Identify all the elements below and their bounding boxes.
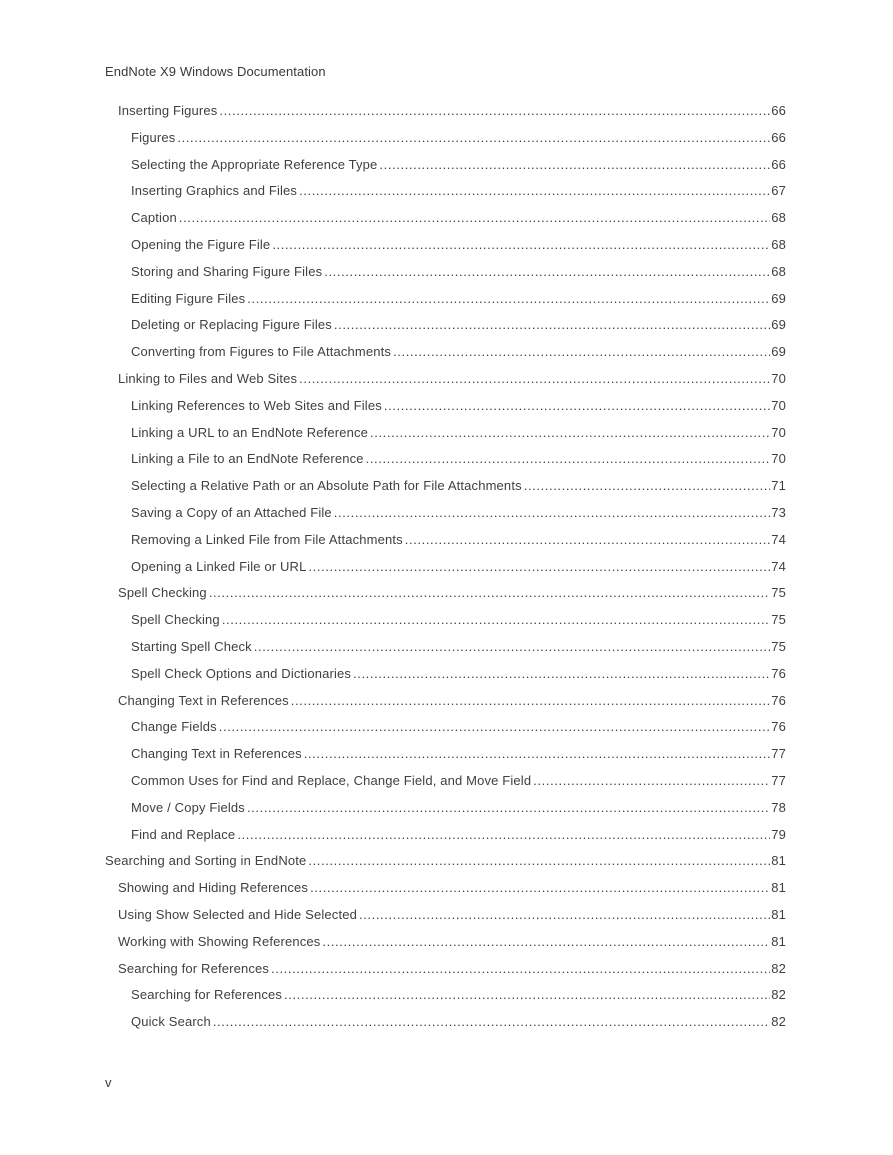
toc-entry-page-number: 81 xyxy=(771,880,786,896)
toc-entry[interactable] xyxy=(0,527,893,554)
toc-entry[interactable] xyxy=(0,286,893,313)
toc-entry-title: Showing and Hiding References xyxy=(118,880,309,896)
toc-entry[interactable] xyxy=(0,688,893,715)
toc-entry-title: Find and Replace xyxy=(131,826,236,842)
toc-dot-leader xyxy=(177,125,770,152)
table-of-contents xyxy=(0,98,893,1036)
toc-entry[interactable] xyxy=(0,339,893,366)
toc-entry-page-number: 68 xyxy=(771,236,786,252)
toc-entry-title: Move / Copy Fields xyxy=(131,799,245,815)
toc-dot-leader xyxy=(353,661,770,688)
toc-dot-leader xyxy=(384,393,770,420)
toc-entry-page-number: 68 xyxy=(771,210,786,226)
toc-entry-page-number: 66 xyxy=(771,103,786,118)
toc-entry-page-number: 74 xyxy=(771,531,786,547)
toc-entry-page-number: 75 xyxy=(771,585,786,601)
toc-dot-leader xyxy=(334,312,770,339)
toc-entry[interactable] xyxy=(0,848,893,875)
toc-entry-title: Searching for References xyxy=(118,960,270,976)
toc-dot-leader xyxy=(247,795,770,822)
toc-entry[interactable] xyxy=(0,366,893,393)
toc-entry-page-number: 74 xyxy=(771,558,786,574)
toc-entry-page-number: 76 xyxy=(771,692,786,708)
toc-entry-title: Caption xyxy=(131,210,177,226)
page-header: EndNote X9 Windows Documentation xyxy=(105,64,326,79)
toc-entry-page-number: 82 xyxy=(771,960,786,976)
toc-entry-title: Selecting a Relative Path or an Absolute Path for File Attachments xyxy=(131,478,522,494)
toc-entry-page-number: 75 xyxy=(771,612,786,628)
toc-entry-page-number: 81 xyxy=(771,853,786,869)
toc-entry-page-number: 77 xyxy=(771,746,786,762)
toc-entry-title: Deleting or Replacing Figure Files xyxy=(131,317,332,333)
toc-dot-leader xyxy=(324,259,770,286)
toc-entry-page-number: 69 xyxy=(771,290,786,306)
toc-entry-page-number: 73 xyxy=(771,504,786,520)
toc-dot-leader xyxy=(219,714,770,741)
toc-entry[interactable] xyxy=(0,634,893,661)
toc-dot-leader xyxy=(308,848,770,875)
toc-entry-page-number: 66 xyxy=(771,156,786,172)
toc-dot-leader xyxy=(405,527,770,554)
toc-dot-leader xyxy=(366,446,771,473)
toc-dot-leader xyxy=(299,366,770,393)
toc-entry-title: Linking References to Web Sites and Files xyxy=(131,397,382,413)
toc-entry[interactable] xyxy=(0,554,893,581)
toc-entry[interactable] xyxy=(0,473,893,500)
toc-entry-title: Changing Text in References xyxy=(118,692,289,708)
toc-entry-page-number: 71 xyxy=(771,478,786,494)
toc-entry[interactable] xyxy=(0,446,893,473)
toc-entry-title: Quick Search xyxy=(131,1014,211,1030)
toc-entry-title: Selecting the Appropriate Reference Type xyxy=(131,156,378,172)
toc-dot-leader xyxy=(359,902,770,929)
toc-entry-title: Changing Text in References xyxy=(131,746,302,762)
toc-entry-page-number: 76 xyxy=(771,665,786,681)
toc-dot-leader xyxy=(213,1009,770,1036)
toc-dot-leader xyxy=(322,929,770,956)
toc-entry[interactable] xyxy=(0,178,893,205)
toc-entry-title: Starting Spell Check xyxy=(131,638,252,654)
toc-entry[interactable] xyxy=(0,259,893,286)
toc-entry[interactable] xyxy=(0,982,893,1009)
toc-entry[interactable] xyxy=(0,152,893,179)
toc-dot-leader xyxy=(524,473,771,500)
toc-dot-leader xyxy=(237,822,770,849)
toc-entry[interactable] xyxy=(0,956,893,983)
toc-entry-title: Common Uses for Find and Replace, Change Field, and Move Field xyxy=(131,772,532,788)
toc-entry[interactable] xyxy=(0,822,893,849)
toc-entry-page-number: 77 xyxy=(771,772,786,788)
toc-entry-title: Storing and Sharing Figure Files xyxy=(131,263,323,279)
toc-entry-page-number: 70 xyxy=(771,451,786,467)
toc-dot-leader xyxy=(379,152,770,179)
toc-dot-leader xyxy=(254,634,770,661)
toc-dot-leader xyxy=(370,420,770,447)
toc-entry-page-number: 69 xyxy=(771,344,786,360)
toc-entry-page-number: 76 xyxy=(771,719,786,735)
toc-entry-title: Opening the Figure File xyxy=(131,236,271,252)
toc-entry[interactable] xyxy=(0,795,893,822)
toc-entry-page-number: 68 xyxy=(771,263,786,279)
toc-entry[interactable] xyxy=(0,714,893,741)
toc-dot-leader xyxy=(271,956,770,983)
toc-entry[interactable] xyxy=(0,1009,893,1036)
toc-entry[interactable] xyxy=(0,420,893,447)
toc-entry-title: Removing a Linked File from File Attachments xyxy=(131,531,403,547)
toc-entry-title: Change Fields xyxy=(131,719,217,735)
toc-entry-page-number: 81 xyxy=(771,933,786,949)
toc-entry-page-number: 66 xyxy=(771,129,786,145)
toc-dot-leader xyxy=(393,339,770,366)
toc-entry-page-number: 75 xyxy=(771,638,786,654)
toc-entry-page-number: 67 xyxy=(771,183,786,199)
toc-entry-page-number: 82 xyxy=(771,987,786,1003)
toc-entry[interactable] xyxy=(0,125,893,152)
toc-entry-page-number: 81 xyxy=(771,906,786,922)
toc-entry-title: Opening a Linked File or URL xyxy=(131,558,307,574)
toc-entry[interactable] xyxy=(0,500,893,527)
toc-dot-leader xyxy=(299,178,770,205)
toc-entry-page-number: 78 xyxy=(771,799,786,815)
toc-entry-title: Using Show Selected and Hide Selected xyxy=(118,906,357,922)
toc-entry-title: Searching for References xyxy=(131,987,283,1003)
toc-entry-title: Linking a File to an EndNote Reference xyxy=(131,451,364,467)
toc-entry[interactable] xyxy=(0,875,893,902)
toc-entry-page-number: 70 xyxy=(771,370,786,386)
toc-dot-leader xyxy=(308,554,770,581)
toc-dot-leader xyxy=(247,286,770,313)
toc-dot-leader xyxy=(284,982,770,1009)
toc-entry-title: Searching and Sorting in EndNote xyxy=(105,853,307,869)
toc-entry[interactable] xyxy=(0,312,893,339)
toc-entry-title: Spell Checking xyxy=(118,585,207,601)
toc-entry-title: Spell Check Options and Dictionaries xyxy=(131,665,352,681)
toc-entry-title: Linking a URL to an EndNote Reference xyxy=(131,424,369,440)
toc-entry[interactable] xyxy=(0,580,893,607)
toc-entry-title: Inserting Graphics and Files xyxy=(131,183,298,199)
toc-entry-title: Working with Showing References xyxy=(118,933,321,949)
toc-dot-leader xyxy=(219,98,770,125)
toc-entry-title: Linking to Files and Web Sites xyxy=(118,370,298,386)
toc-entry-title: Spell Checking xyxy=(131,612,220,628)
toc-entry[interactable] xyxy=(0,768,893,795)
toc-dot-leader xyxy=(272,232,770,259)
toc-entry-page-number: 70 xyxy=(771,424,786,440)
toc-dot-leader xyxy=(291,688,770,715)
toc-entry[interactable] xyxy=(0,393,893,420)
toc-entry[interactable] xyxy=(0,741,893,768)
toc-entry[interactable] xyxy=(0,607,893,634)
toc-entry-title: Editing Figure Files xyxy=(131,290,246,306)
toc-entry-title: Inserting Figures xyxy=(118,103,218,118)
toc-entry-page-number: 70 xyxy=(771,397,786,413)
toc-dot-leader xyxy=(304,741,770,768)
toc-dot-leader xyxy=(209,580,770,607)
toc-dot-leader xyxy=(334,500,770,527)
toc-entry-title: Saving a Copy of an Attached File xyxy=(131,504,332,520)
toc-entry[interactable] xyxy=(0,98,893,125)
toc-entry[interactable] xyxy=(0,929,893,956)
toc-entry[interactable] xyxy=(0,661,893,688)
toc-entry[interactable] xyxy=(0,902,893,929)
toc-dot-leader xyxy=(310,875,770,902)
toc-entry-page-number: 69 xyxy=(771,317,786,333)
toc-dot-leader xyxy=(222,607,770,634)
toc-entry[interactable] xyxy=(0,205,893,232)
toc-entry-page-number: 82 xyxy=(771,1014,786,1030)
toc-entry-title: Figures xyxy=(131,129,176,145)
toc-dot-leader xyxy=(533,768,770,795)
toc-dot-leader xyxy=(179,205,770,232)
toc-entry-title: Converting from Figures to File Attachments xyxy=(131,344,392,360)
toc-entry-page-number: 79 xyxy=(771,826,786,842)
toc-entry[interactable] xyxy=(0,232,893,259)
page-number: v xyxy=(105,1075,112,1090)
